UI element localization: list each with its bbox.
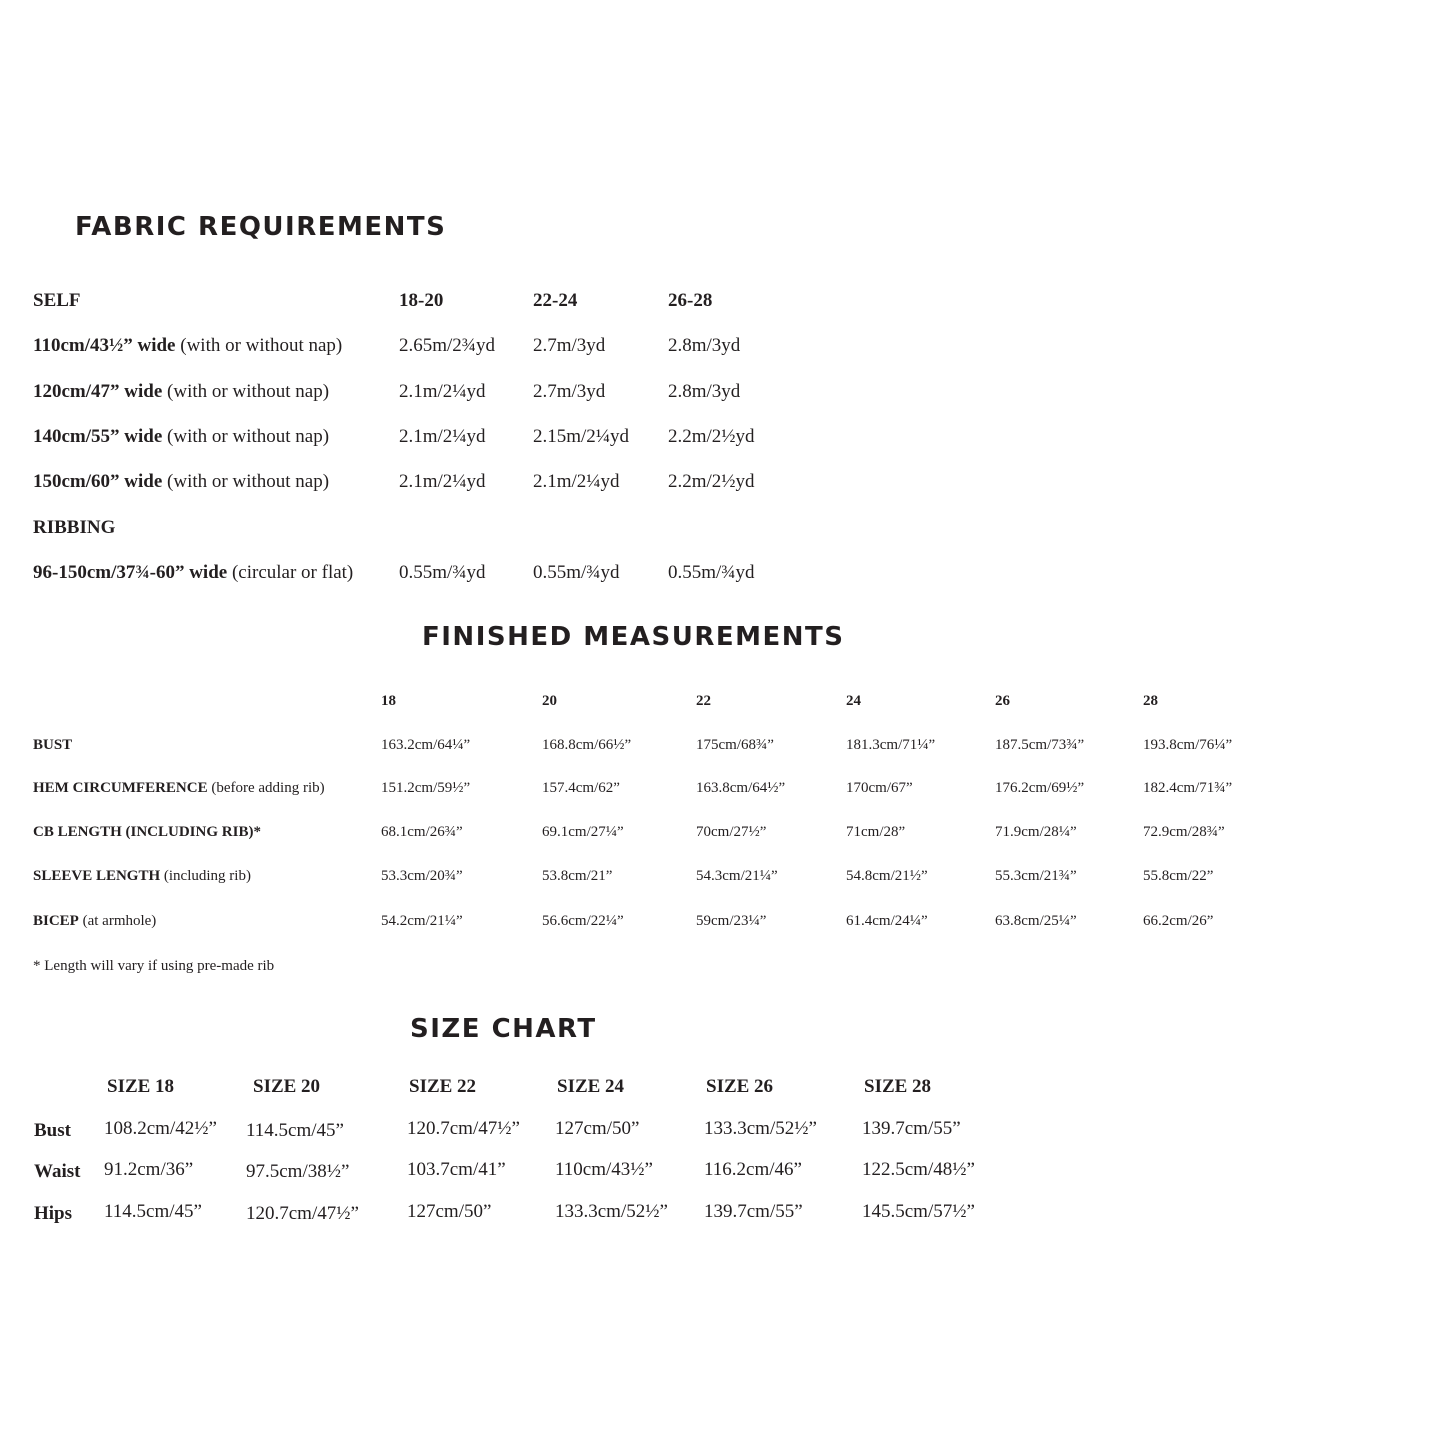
fm-value: 170cm/67” xyxy=(846,780,913,796)
fr-row-label xyxy=(33,334,342,358)
fm-value: 56.6cm/22¼” xyxy=(542,913,624,929)
fr-ribbing-note: (circular or flat) xyxy=(227,562,354,583)
ribbing-label: RIBBING xyxy=(33,517,116,538)
fm-measure-name: SLEEVE LENGTH xyxy=(33,868,161,884)
fm-row-label xyxy=(33,911,156,931)
fr-width: 140cm/55” wide xyxy=(33,426,163,447)
fm-value: 53.3cm/20¾” xyxy=(381,868,463,884)
self-label: SELF xyxy=(33,290,81,311)
fm-value: 181.3cm/71¼” xyxy=(846,737,936,753)
fm-value: 53.8cm/21” xyxy=(542,868,613,884)
sc-value: 97.5cm/38½” xyxy=(246,1161,350,1182)
fr-size-header: 26-28 xyxy=(668,290,713,311)
fm-value: 71cm/28” xyxy=(846,824,906,840)
fm-value: 157.4cm/62” xyxy=(542,780,620,796)
sc-value: 139.7cm/55” xyxy=(862,1118,961,1139)
fm-value: 70cm/27½” xyxy=(696,824,767,840)
sc-row-label: Bust xyxy=(34,1120,71,1141)
fr-nap-note: (with or without nap) xyxy=(175,335,343,356)
sc-row-label: Hips xyxy=(34,1203,73,1224)
fr-value: 2.1m/2¼yd xyxy=(399,381,486,402)
fm-value: 55.3cm/21¾” xyxy=(995,868,1077,884)
sc-value: 127cm/50” xyxy=(407,1201,492,1222)
fr-row-label xyxy=(33,470,329,494)
fr-value: 2.1m/2¼yd xyxy=(399,426,486,447)
fr-value: 2.2m/2½yd xyxy=(668,471,755,492)
finished-measurements-title: FINISHED MEASUREMENTS xyxy=(422,622,845,652)
fm-value: 187.5cm/73¾” xyxy=(995,737,1085,753)
fr-width: 150cm/60” wide xyxy=(33,471,163,492)
fr-ribbing-row-label xyxy=(33,561,353,585)
fr-value: 2.8m/3yd xyxy=(668,381,741,402)
sc-row-label: Waist xyxy=(34,1161,81,1182)
fr-value: 2.1m/2¼yd xyxy=(533,471,620,492)
fm-size-header: 26 xyxy=(995,693,1010,709)
sc-value: 108.2cm/42½” xyxy=(104,1118,217,1139)
fm-value: 163.8cm/64½” xyxy=(696,780,786,796)
fm-value: 54.3cm/21¼” xyxy=(696,868,778,884)
fr-value: 0.55m/¾yd xyxy=(668,562,755,583)
fm-value: 66.2cm/26” xyxy=(1143,913,1214,929)
fm-value: 175cm/68¾” xyxy=(696,737,774,753)
fr-row-label xyxy=(33,425,329,449)
fm-value: 193.8cm/76¼” xyxy=(1143,737,1233,753)
fm-value: 59cm/23¼” xyxy=(696,913,767,929)
fr-row-label xyxy=(33,380,329,404)
sc-value: 116.2cm/46” xyxy=(704,1159,802,1180)
fm-row-label xyxy=(33,778,325,798)
sc-size-header: SIZE 22 xyxy=(409,1076,477,1097)
fr-value: 2.7m/3yd xyxy=(533,335,606,356)
fr-value: 0.55m/¾yd xyxy=(533,562,620,583)
fr-width: 120cm/47” wide xyxy=(33,381,163,402)
size-chart-title: SIZE CHART xyxy=(410,1014,597,1044)
fm-size-header: 18 xyxy=(381,693,396,709)
fm-measure-note: (at armhole) xyxy=(78,913,157,929)
fm-value: 168.8cm/66½” xyxy=(542,737,632,753)
sc-size-header: SIZE 28 xyxy=(864,1076,932,1097)
fm-value: 54.8cm/21½” xyxy=(846,868,928,884)
fm-row-label xyxy=(33,822,261,842)
fm-size-header: 24 xyxy=(846,693,861,709)
fr-size-header: 18-20 xyxy=(399,290,444,311)
sc-size-header: SIZE 26 xyxy=(706,1076,774,1097)
fr-width: 96-150cm/37¾-60” wide xyxy=(33,562,228,583)
fr-nap-note: (with or without nap) xyxy=(162,426,330,447)
sc-value: 114.5cm/45” xyxy=(246,1120,344,1141)
sc-value: 122.5cm/48½” xyxy=(862,1159,975,1180)
fr-nap-note: (with or without nap) xyxy=(162,471,330,492)
fr-value: 2.8m/3yd xyxy=(668,335,741,356)
fm-value: 54.2cm/21¼” xyxy=(381,913,463,929)
fr-value: 2.2m/2½yd xyxy=(668,426,755,447)
fr-nap-note: (with or without nap) xyxy=(162,381,330,402)
fm-measure-name: CB LENGTH (INCLUDING RIB)* xyxy=(33,824,261,840)
fm-value: 182.4cm/71¾” xyxy=(1143,780,1233,796)
fr-width: 110cm/43½” wide xyxy=(33,335,176,356)
sc-value: 133.3cm/52½” xyxy=(555,1201,668,1222)
fm-size-header: 22 xyxy=(696,693,711,709)
fr-value: 2.7m/3yd xyxy=(533,381,606,402)
sc-size-header: SIZE 24 xyxy=(557,1076,625,1097)
fr-value: 0.55m/¾yd xyxy=(399,562,486,583)
fr-value: 2.1m/2¼yd xyxy=(399,471,486,492)
sc-size-header: SIZE 18 xyxy=(107,1076,175,1097)
fm-value: 63.8cm/25¼” xyxy=(995,913,1077,929)
fm-value: 151.2cm/59½” xyxy=(381,780,471,796)
fm-value: 55.8cm/22” xyxy=(1143,868,1214,884)
fm-value: 61.4cm/24¼” xyxy=(846,913,928,929)
sc-value: 139.7cm/55” xyxy=(704,1201,803,1222)
sc-size-header: SIZE 20 xyxy=(253,1076,321,1097)
sc-value: 110cm/43½” xyxy=(555,1159,653,1180)
fm-measure-note: (including rib) xyxy=(160,868,251,884)
fabric-requirements-title: FABRIC REQUIREMENTS xyxy=(75,212,447,242)
fm-row-label xyxy=(33,735,72,755)
fm-value: 163.2cm/64¼” xyxy=(381,737,471,753)
fm-measure-name: BICEP xyxy=(33,913,79,929)
sc-value: 114.5cm/45” xyxy=(104,1201,202,1222)
fm-value: 72.9cm/28¾” xyxy=(1143,824,1225,840)
fm-value: 69.1cm/27¼” xyxy=(542,824,624,840)
sc-value: 91.2cm/36” xyxy=(104,1159,194,1180)
fm-row-label xyxy=(33,866,251,886)
fr-value: 2.65m/2¾yd xyxy=(399,335,496,356)
fm-measure-note: (before adding rib) xyxy=(207,780,325,796)
fm-value: 71.9cm/28¼” xyxy=(995,824,1077,840)
fm-size-header: 28 xyxy=(1143,693,1158,709)
sc-value: 120.7cm/47½” xyxy=(407,1118,520,1139)
fm-measure-name: BUST xyxy=(33,737,73,753)
fm-value: 176.2cm/69½” xyxy=(995,780,1085,796)
sc-value: 120.7cm/47½” xyxy=(246,1203,359,1224)
fr-value: 2.15m/2¼yd xyxy=(533,426,630,447)
sc-value: 133.3cm/52½” xyxy=(704,1118,817,1139)
fm-value: 68.1cm/26¾” xyxy=(381,824,463,840)
fm-footnote: * Length will vary if using pre-made rib xyxy=(33,958,275,974)
fm-measure-name: HEM CIRCUMFERENCE xyxy=(33,780,208,796)
fr-size-header: 22-24 xyxy=(533,290,578,311)
sc-value: 145.5cm/57½” xyxy=(862,1201,975,1222)
fm-size-header: 20 xyxy=(542,693,557,709)
sc-value: 127cm/50” xyxy=(555,1118,640,1139)
sc-value: 103.7cm/41” xyxy=(407,1159,506,1180)
